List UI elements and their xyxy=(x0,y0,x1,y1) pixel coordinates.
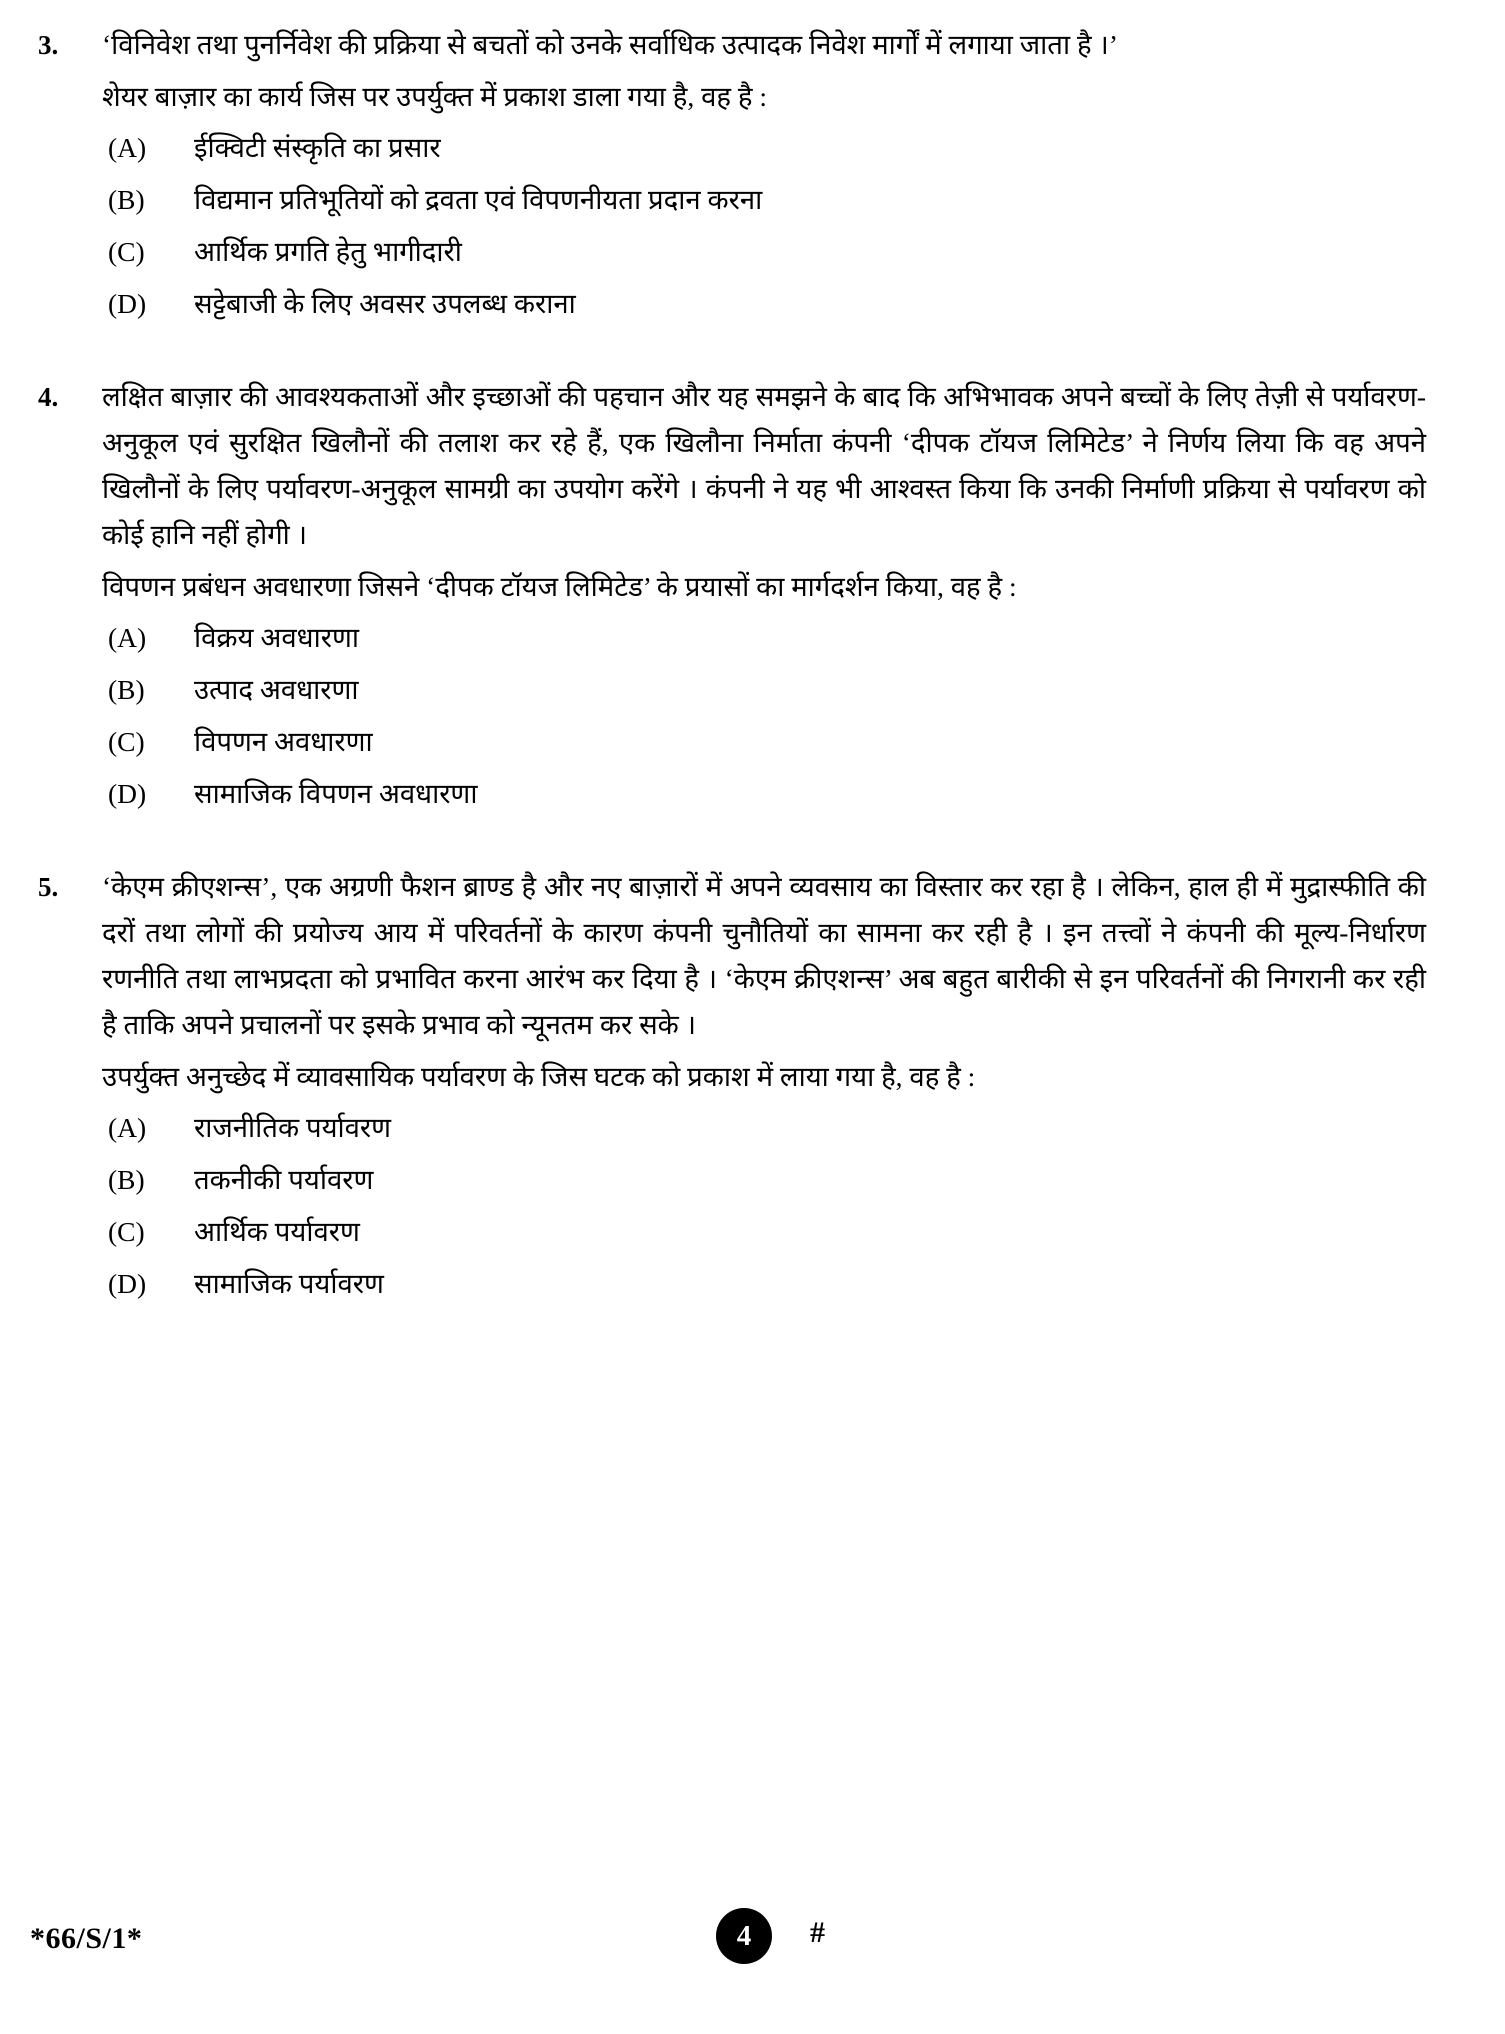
question-prompt: शेयर बाज़ार का कार्य जिस पर उपर्युक्त में प्रकाश डाला गया है, वह है : xyxy=(102,81,768,112)
option-a[interactable] xyxy=(102,616,1426,660)
question-4 xyxy=(30,374,1450,824)
question-stem: ‘विनिवेश तथा पुनर्निवेश की प्रक्रिया से बचतों को उनके सर्वाधिक उत्पादक निवेश मार्गों में लगाया जाता है ।’ xyxy=(102,29,1119,60)
option-text: तकनीकी पर्यावरण xyxy=(194,1164,374,1195)
question-spacer xyxy=(30,824,1450,864)
page-number-badge: 4 xyxy=(716,1908,772,1964)
option-c[interactable] xyxy=(102,720,1426,764)
question-number: 3. xyxy=(38,30,59,60)
option-list xyxy=(102,1106,1426,1306)
option-key: (C) xyxy=(108,236,145,267)
option-c[interactable] xyxy=(102,230,1426,274)
question-spacer xyxy=(30,334,1450,374)
option-b[interactable] xyxy=(102,178,1426,222)
option-key: (D) xyxy=(108,288,147,319)
option-text: विक्रय अवधारणा xyxy=(194,622,359,653)
question-body xyxy=(102,22,1450,334)
question-3 xyxy=(30,22,1450,334)
question-number: 4. xyxy=(38,382,59,412)
option-text: सट्टेबाजी के लिए अवसर उपलब्ध कराना xyxy=(194,288,576,319)
option-text: राजनीतिक पर्यावरण xyxy=(194,1112,392,1143)
option-text: उत्पाद अवधारणा xyxy=(194,674,359,705)
option-text: सामाजिक विपणन अवधारणा xyxy=(194,778,478,809)
question-prompt: विपणन प्रबंधन अवधारणा जिसने ‘दीपक टॉयज लिमिटेड’ के प्रयासों का मार्गदर्शन किया, वह है : xyxy=(102,571,1017,602)
option-b[interactable] xyxy=(102,1158,1426,1202)
hash-mark: # xyxy=(810,1916,825,1949)
option-b[interactable] xyxy=(102,668,1426,712)
option-key: (D) xyxy=(108,1268,147,1299)
option-text: आर्थिक पर्यावरण xyxy=(194,1216,360,1247)
question-stem: ‘केएम क्रीएशन्स’, एक अग्रणी फैशन ब्राण्ड है और नए बाज़ारों में अपने व्यवसाय का विस्तार कर रहा है । लेकिन, हाल ही में मुद्रास्फीति की दरों तथा लोगों की प्रयोज्य आय में परिवर्तनों के कारण कंपनी चुनौतियों का सामना कर रही है । इन तत्त्वों ने कंपनी की मूल्य-निर्धारण रणनीति तथा लाभप्रदता को प्रभावित करना आरंभ कर दिया है । ‘केएम क्रीएशन्स’ अब बहुत बारीकी से इन परिवर्तनों की निगरानी कर रही है ताकि अपने प्रचालनों पर इसके प्रभाव को न्यूनतम कर सके । xyxy=(102,871,1426,1040)
option-key: (A) xyxy=(108,1112,147,1143)
option-key: (D) xyxy=(108,778,147,809)
option-d[interactable] xyxy=(102,772,1426,816)
option-text: विद्यमान प्रतिभूतियों को द्रवता एवं विपणनीयता प्रदान करना xyxy=(194,184,763,215)
page-footer xyxy=(0,1908,1505,1978)
question-list xyxy=(30,22,1450,1314)
option-key: (B) xyxy=(108,1164,145,1195)
option-key: (B) xyxy=(108,184,145,215)
option-d[interactable] xyxy=(102,1262,1426,1306)
question-5 xyxy=(30,864,1450,1314)
option-text: ईक्विटी संस्कृति का प्रसार xyxy=(194,132,441,163)
question-stem: लक्षित बाज़ार की आवश्यकताओं और इच्छाओं की पहचान और यह समझने के बाद कि अभिभावक अपने बच्चों के लिए तेज़ी से पर्यावरण-अनुकूल एवं सुरक्षित खिलौनों की तलाश कर रहे हैं, एक खिलौना निर्माता कंपनी ‘दीपक टॉयज लिमिटेड’ ने निर्णय लिया कि वह अपने खिलौनों के लिए पर्यावरण-अनुकूल सामग्री का उपयोग करेंगे । कंपनी ने यह भी आश्वस्त किया कि उनकी निर्माणी प्रक्रिया से पर्यावरण को कोई हानि नहीं होगी । xyxy=(102,381,1426,550)
option-text: विपणन अवधारणा xyxy=(194,726,373,757)
option-a[interactable] xyxy=(102,126,1426,170)
option-text: सामाजिक पर्यावरण xyxy=(194,1268,384,1299)
option-key: (A) xyxy=(108,622,147,653)
option-c[interactable] xyxy=(102,1210,1426,1254)
option-key: (A) xyxy=(108,132,147,163)
paper-code: *66/S/1* xyxy=(30,1922,143,1955)
question-body xyxy=(102,374,1450,824)
question-prompt: उपर्युक्त अनुच्छेद में व्यावसायिक पर्यावरण के जिस घटक को प्रकाश में लाया गया है, वह है : xyxy=(102,1061,976,1092)
option-text: आर्थिक प्रगति हेतु भागीदारी xyxy=(194,236,462,267)
option-key: (C) xyxy=(108,1216,145,1247)
option-d[interactable] xyxy=(102,282,1426,326)
question-body xyxy=(102,864,1450,1314)
option-list xyxy=(102,616,1426,816)
option-key: (B) xyxy=(108,674,145,705)
option-a[interactable] xyxy=(102,1106,1426,1150)
question-number: 5. xyxy=(38,872,59,902)
option-key: (C) xyxy=(108,726,145,757)
option-list xyxy=(102,126,1426,326)
